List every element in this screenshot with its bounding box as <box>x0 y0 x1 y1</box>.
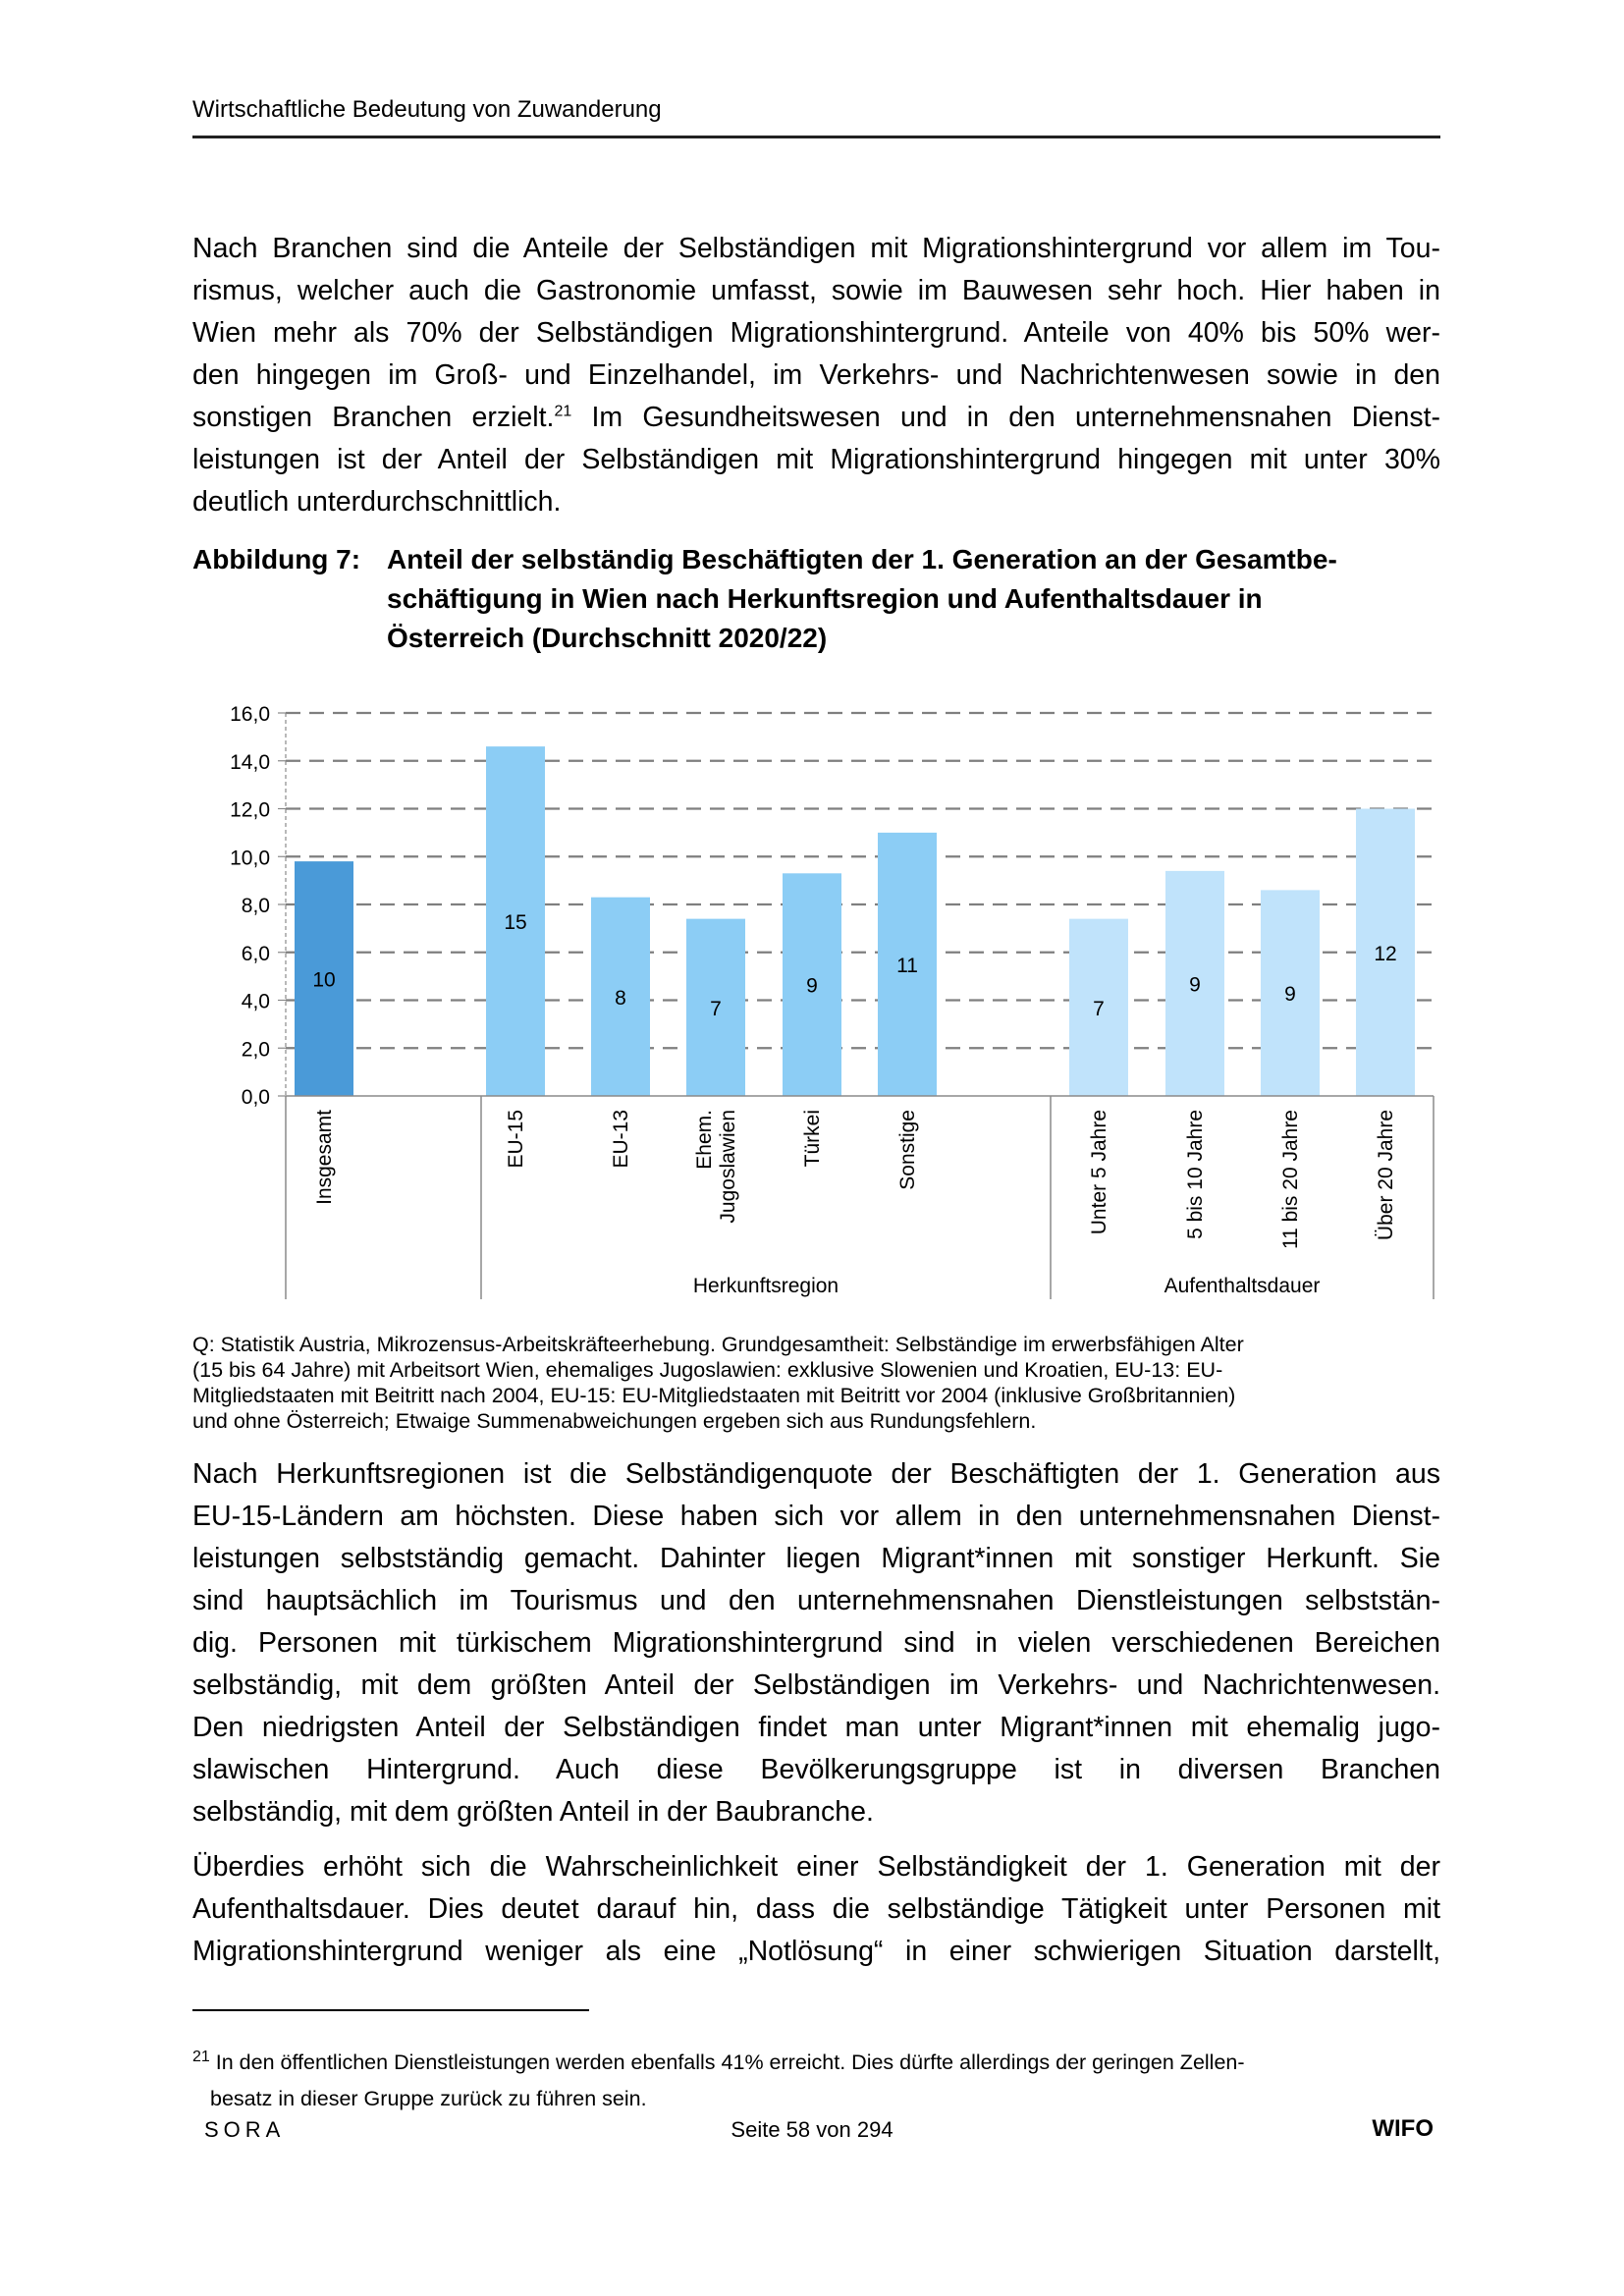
x-category-label: Jugoslawien <box>717 1110 739 1224</box>
footer-logo-sora: SORA <box>204 2117 286 2142</box>
text-line: Wien mehr als 70% der Selbständigen Migrationshintergrund. Anteile von 40% bis 50% wer- <box>192 317 1440 349</box>
bars <box>295 746 1415 1096</box>
text-line: slawischen Hintergrund. Auch diese Bevölkerungsgruppe ist in diversen Branchen <box>192 1754 1440 1785</box>
source-line: und ohne Österreich; Etwaige Summenabweichungen ergeben sich aus Rundungsfehlern. <box>192 1409 1037 1433</box>
x-category-label: 11 bis 20 Jahre <box>1279 1110 1302 1250</box>
footer-logo-wifo: WIFO <box>1372 2115 1434 2142</box>
x-group-label: Aufenthaltsdauer <box>1164 1275 1321 1297</box>
text-line: deutlich unterdurchschnittlich. <box>192 486 562 518</box>
paragraph-3 <box>192 1846 1440 1973</box>
footnote-line <box>192 2045 1449 2081</box>
page-number: Seite 58 von 294 <box>731 2117 893 2142</box>
x-category-label: Sonstige <box>896 1110 919 1190</box>
x-category-label: Ehem. <box>693 1110 716 1170</box>
y-tick-label: 6,0 <box>241 942 270 965</box>
running-header: Wirtschaftliche Bedeutung von Zuwanderung <box>192 96 662 123</box>
y-tick-label: 0,0 <box>241 1086 270 1109</box>
data-label: 9 <box>1189 973 1201 997</box>
text-line: selbständig, mit dem größten Anteil in der Baubranche. <box>192 1796 874 1828</box>
data-label: 12 <box>1374 942 1397 965</box>
y-tick-label: 4,0 <box>241 990 270 1013</box>
footnote <box>192 2045 1449 2117</box>
figure-title-line: schäftigung in Wien nach Herkunftsregion und Aufenthaltsdauer in <box>387 583 1263 614</box>
x-category-label: 5 bis 10 Jahre <box>1184 1110 1207 1239</box>
data-label: 10 <box>312 968 336 992</box>
footnote-number: 21 <box>192 2048 210 2065</box>
data-label: 7 <box>1093 997 1105 1020</box>
source-line: Mitgliedstaaten mit Beitritt nach 2004, EU-15: EU-Mitgliedstaaten mit Beitritt vor 2004 (inklusive Großbritannien) <box>192 1384 1236 1407</box>
data-label: 11 <box>896 954 918 977</box>
x-category-label: Insgesamt <box>313 1110 336 1205</box>
x-category-label: Über 20 Jahre <box>1375 1110 1397 1241</box>
footnote-text: In den öffentlichen Dienstleistungen werden ebenfalls 41% erreicht. Dies dürfte allerdings der geringen Zellen- <box>209 2050 1245 2074</box>
x-category-label: EU-15 <box>505 1110 527 1169</box>
footnote-ref[interactable]: 21 <box>554 403 572 420</box>
text-line: dig. Personen mit türkischem Migrationshintergrund sind in vielen verschiedenen Bereichen <box>192 1627 1440 1659</box>
figure-source-note <box>192 1332 1449 1434</box>
footnote-line: besatz in dieser Gruppe zurück zu führen sein. <box>210 2087 647 2110</box>
y-tick-label: 16,0 <box>230 703 270 726</box>
source-line: Q: Statistik Austria, Mikrozensus-Arbeitskräfteerhebung. Grundgesamtheit: Selbständige im erwerbsfähigen Alter <box>192 1333 1244 1356</box>
x-category-label: Unter 5 Jahre <box>1088 1110 1110 1235</box>
data-label: 8 <box>615 986 626 1010</box>
x-axis <box>286 1096 1434 1299</box>
data-label: 7 <box>710 997 722 1020</box>
data-label: 9 <box>1284 983 1296 1007</box>
source-line: (15 bis 64 Jahre) mit Arbeitsort Wien, ehemaliges Jugoslawien: exklusive Slowenien und Kroatien, EU-13: EU- <box>192 1358 1223 1382</box>
x-group-label: Herkunftsregion <box>692 1275 839 1297</box>
figure-title-line: Anteil der selbständig Beschäftigten der 1. Generation an der Gesamtbe- <box>387 544 1337 574</box>
y-axis <box>230 703 286 1109</box>
text-fragment: sonstigen Branchen erzielt. <box>192 402 555 433</box>
text-line: Überdies erhöht sich die Wahrscheinlichkeit einer Selbständigkeit der 1. Generation mit der <box>192 1851 1440 1883</box>
text-fragment: Im Gesundheitswesen und in den unternehmensnahen Dienst- <box>571 402 1440 433</box>
y-tick-label: 12,0 <box>230 798 270 822</box>
text-line: Den niedrigsten Anteil der Selbständigen findet man unter Migrant*innen mit ehemalig jugo- <box>192 1712 1440 1743</box>
paragraph-2 <box>192 1453 1440 1833</box>
text-line: Aufenthaltsdauer. Dies deutet darauf hin, dass die selbständige Tätigkeit unter Personen mit <box>192 1893 1440 1925</box>
text-line: Migrationshintergrund weniger als eine „Notlösung“ in einer schwierigen Situation darstellt, <box>192 1936 1440 1967</box>
data-label: 15 <box>504 911 527 935</box>
y-tick-label: 10,0 <box>230 847 270 870</box>
text-line: rismus, welcher auch die Gastronomie umfasst, sowie im Bauwesen sehr hoch. Hier haben in <box>192 275 1440 306</box>
data-label: 9 <box>806 974 818 998</box>
x-category-label: EU-13 <box>610 1110 632 1169</box>
y-tick-label: 8,0 <box>241 895 270 917</box>
x-category-label: Türkei <box>801 1110 824 1168</box>
text-line: leistungen selbstständig gemacht. Dahinter liegen Migrant*innen mit sonstiger Herkunft. Sie <box>192 1543 1440 1574</box>
text-line: Nach Herkunftsregionen ist die Selbständigenquote der Beschäftigten der 1. Generation aus <box>192 1458 1440 1490</box>
y-tick-label: 2,0 <box>241 1038 270 1062</box>
y-tick-label: 14,0 <box>230 750 270 774</box>
text-line: leistungen ist der Anteil der Selbständigen mit Migrationshintergrund hingegen mit unter 30% <box>192 444 1440 475</box>
text-line: den hingegen im Groß- und Einzelhandel, im Verkehrs- und Nachrichtenwesen sowie in den <box>192 359 1440 391</box>
figure-title-line: Österreich (Durchschnitt 2020/22) <box>387 623 828 653</box>
text-line: Nach Branchen sind die Anteile der Selbständigen mit Migrationshintergrund vor allem im Tou- <box>192 233 1440 264</box>
text-line: sind hauptsächlich im Tourismus und den unternehmensnahen Dienstleistungen selbststän- <box>192 1585 1440 1616</box>
figure-label: Abbildung 7: <box>192 544 361 574</box>
text-line: selbständig, mit dem größten Anteil der Selbständigen im Verkehrs- und Nachrichtenwesen. <box>192 1669 1440 1701</box>
text-line: EU-15-Ländern am höchsten. Diese haben sich vor allem in den unternehmensnahen Dienst- <box>192 1501 1440 1532</box>
footnote-separator <box>192 2009 589 2011</box>
